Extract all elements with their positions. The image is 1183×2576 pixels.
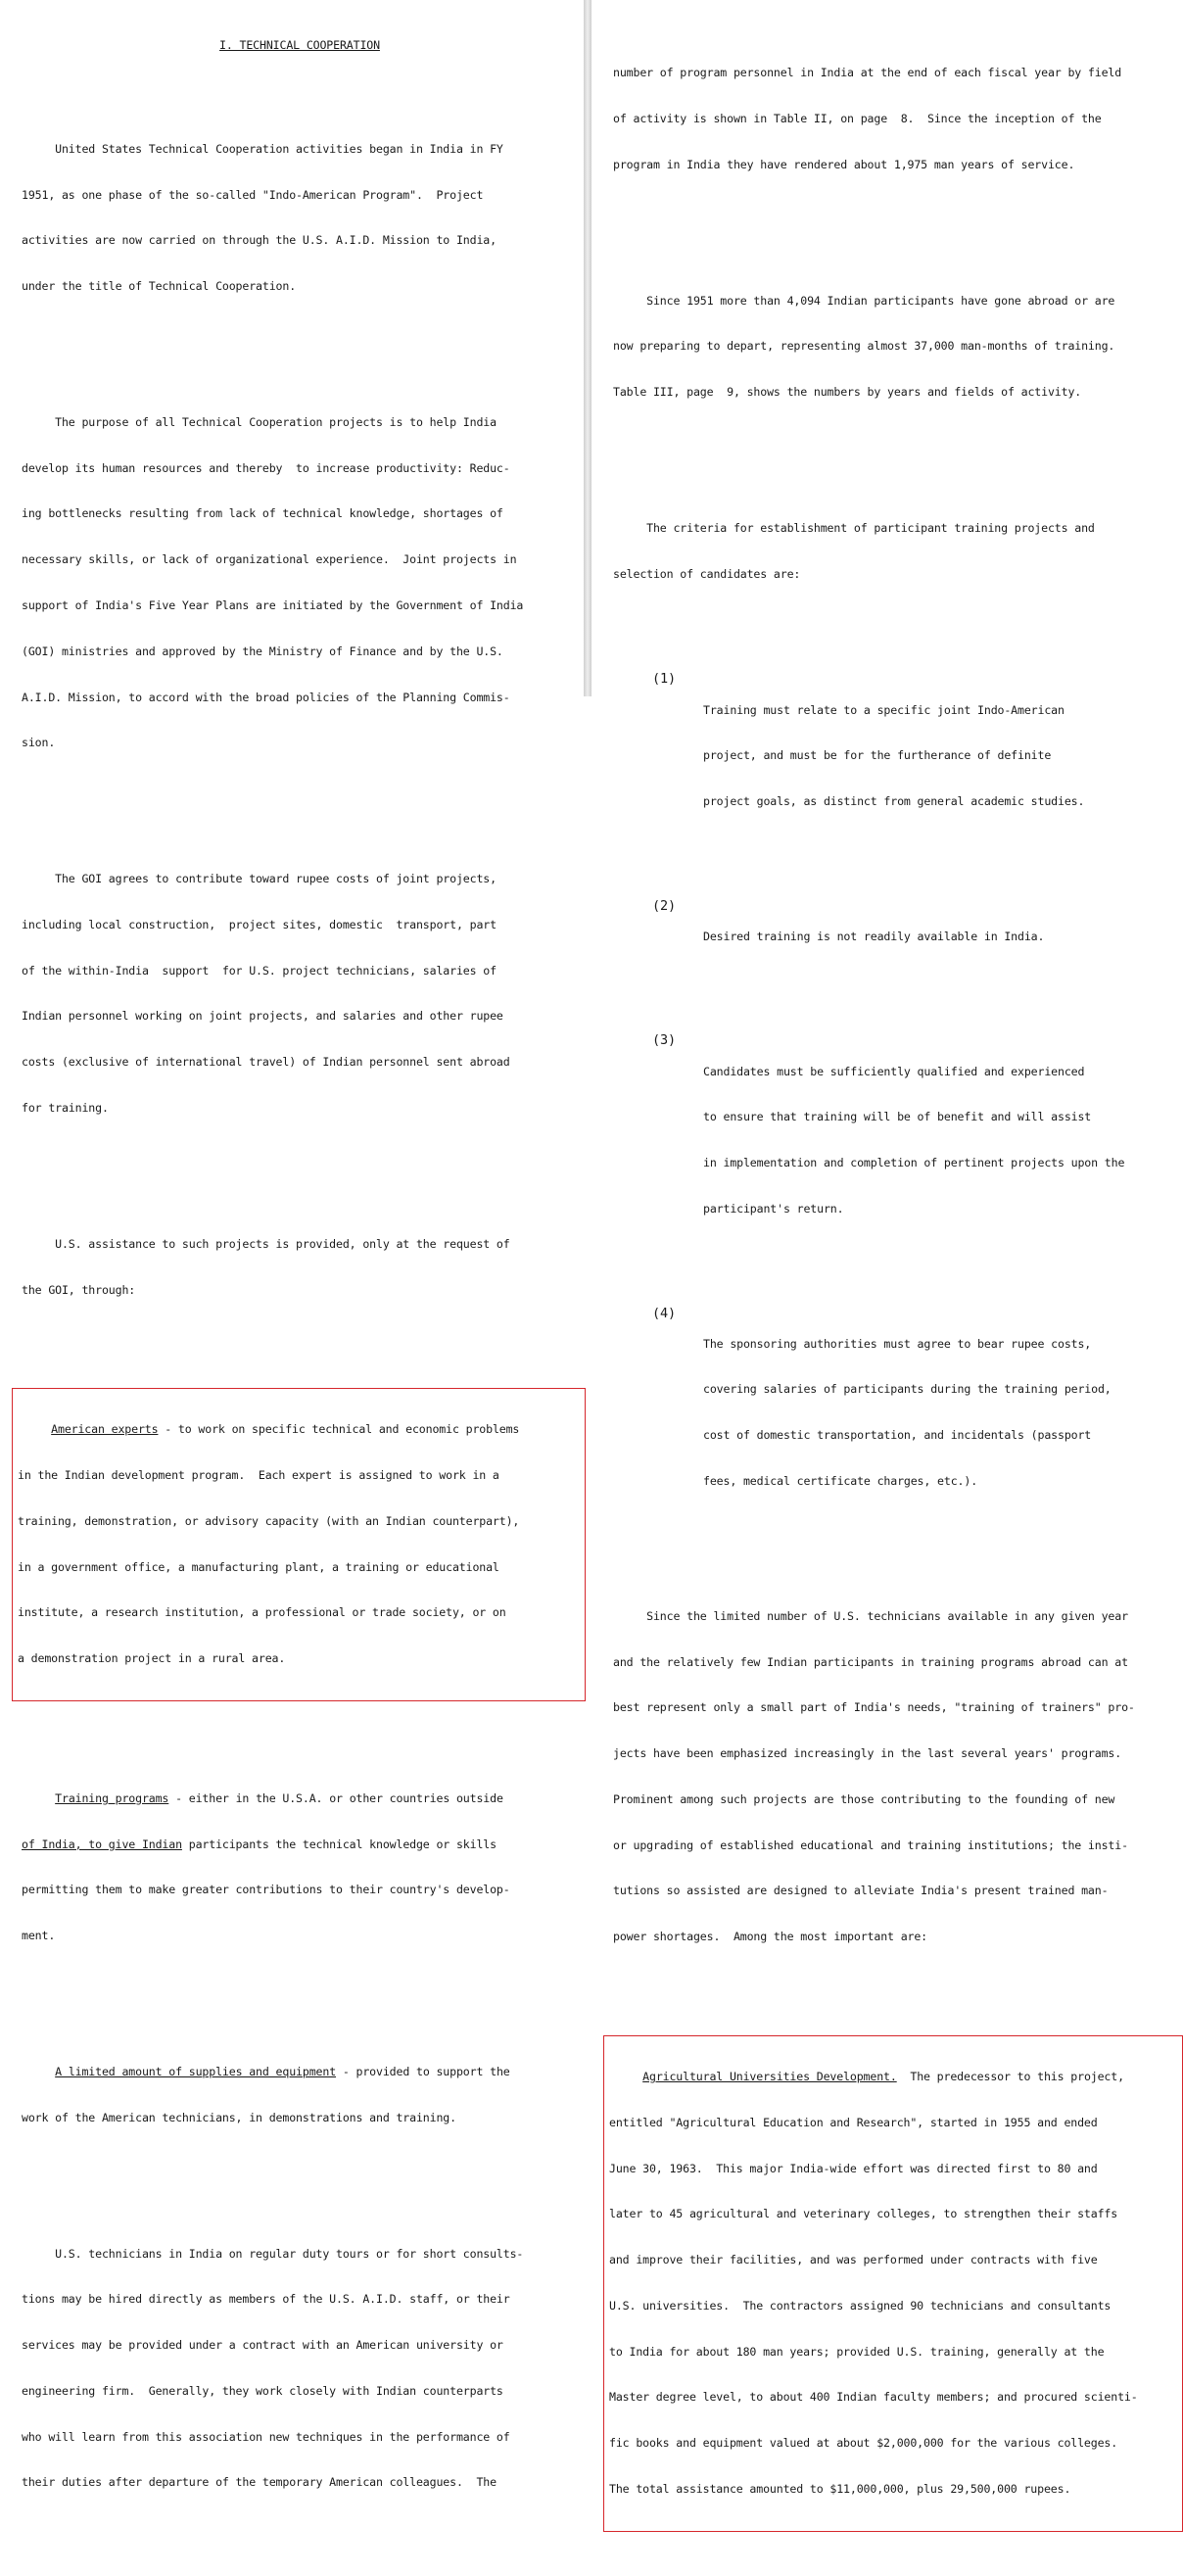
text-line: for training. [22, 1100, 109, 1115]
text-line: services may be provided under a contract with an American university or [22, 2338, 503, 2353]
text-line: The criteria for establishment of participant training projects and [613, 521, 1095, 535]
text-line: A limited amount of supplies and equipment - provided to support the [55, 2065, 510, 2078]
text-line: fic books and equipment valued at about $2,000,000 for the various colleges. [609, 2436, 1118, 2451]
text-line: United States Technical Cooperation activities began in India in FY [22, 141, 503, 156]
text-line: Prominent among such projects are those contributing to the founding of new [613, 1791, 1115, 1806]
text-line: power shortages. Among the most important are: [613, 1930, 928, 1944]
text-line: fees, medical certificate charges, etc.). [703, 1474, 978, 1489]
section-heading: I. TECHNICAL COOPERATION [219, 38, 380, 53]
text-line: June 30, 1963. This major India-wide effort was directed first to 80 and [609, 2161, 1098, 2175]
participants-paragraph [613, 263, 1175, 432]
text-line: U.S. technicians in India on regular duty tours or for short consults- [22, 2246, 524, 2261]
text-line: Candidates must be sufficiently qualified and experienced [703, 1064, 1085, 1078]
criteria-intro-paragraph [613, 491, 1175, 613]
criteria-number: (4) [652, 1305, 676, 1321]
criteria-item [613, 1033, 1175, 1247]
text-line: participant's return. [703, 1201, 844, 1216]
text-line: U.S. assistance to such projects is provided, only at the request of [22, 1236, 510, 1251]
text-line: in implementation and completion of pertinent projects upon the [703, 1156, 1125, 1170]
criteria-text [703, 672, 1084, 840]
technicians-paragraph [22, 2216, 578, 2521]
right-text-column [609, 5, 1175, 2576]
text-line: Desired training is not readily available in India. [703, 929, 1045, 943]
intro-paragraph [22, 112, 578, 325]
text-line: to ensure that training will be of benefit and will assist [703, 1110, 1092, 1124]
text-line: in a government office, a manufacturing plant, a training or educational [18, 1559, 499, 1574]
page-gutter [584, 0, 592, 696]
text-line: Master degree level, to about 400 Indian faculty members; and procured scienti- [609, 2390, 1138, 2405]
text-line: Indian personnel working on joint projects, and salaries and other rupee [22, 1009, 503, 1024]
text-line: U.S. universities. The contractors assigned 90 technicians and consultants [609, 2298, 1112, 2313]
text-line: institute, a research institution, a professional or trade society, or on [18, 1605, 506, 1620]
text-line: number of program personnel in India at the end of each fiscal year by field [613, 66, 1122, 80]
text-line: and improve their facilities, and was performed under contracts with five [609, 2253, 1098, 2267]
text-line: work of the American technicians, in demonstrations and training. [22, 2110, 456, 2124]
text-line: and the relatively few Indian participants in training programs abroad can at [613, 1654, 1128, 1669]
criteria-number: (1) [652, 671, 676, 688]
text-line: support of India's Five Year Plans are initiated by the Government of India [22, 597, 524, 612]
text-line: Training must relate to a specific joint Indo-American [703, 702, 1065, 717]
text-line: including local construction, project sites, domestic transport, part [22, 917, 497, 931]
text-line: Agricultural Universities Development. The predecessor to this project, [642, 2070, 1124, 2083]
text-line: The total assistance amounted to $11,000,000, plus 29,500,000 rupees. [609, 2482, 1071, 2497]
goi-paragraph [22, 841, 578, 1147]
supplies-term: A limited amount of supplies and equipment [55, 2065, 337, 2078]
text-line: The purpose of all Technical Cooperation projects is to help India [22, 414, 497, 429]
criteria-number: (3) [652, 1032, 676, 1049]
text-line: their duties after departure of the temporary American colleagues. The [22, 2475, 497, 2490]
text-line: later to 45 agricultural and veterinary colleges, to strengthen their staffs [609, 2207, 1118, 2221]
left-text-column [18, 8, 578, 2565]
text-line: 1951, as one phase of the so-called "Indo-American Program". Project [22, 187, 484, 202]
american-experts-term: American experts [51, 1422, 159, 1437]
text-line: under the title of Technical Cooperation. [22, 279, 297, 294]
text-line: cost of domestic transportation, and incidentals (passport [703, 1428, 1092, 1443]
text-line: of India, to give Indian participants the technical knowledge or skills [22, 1837, 497, 1851]
text-line: a demonstration project in a rural area. [18, 1651, 286, 1666]
right-page [592, 0, 1175, 2497]
text-line: Training programs - either in the U.S.A. or other countries outside [55, 1790, 503, 1805]
training-programs-term: Training programs [55, 1790, 169, 1805]
text-line: American experts - to work on specific technical and economic problems [51, 1422, 520, 1437]
text-line: to India for about 180 man years; provided U.S. training, generally at the [609, 2344, 1105, 2359]
text-line: jects have been emphasized increasingly in the last several years' programs. [613, 1746, 1122, 1761]
text-line: Table III, page 9, shows the numbers by years and fields of activity. [613, 385, 1082, 400]
agricultural-universities-term: Agricultural Universities Development. [642, 2070, 897, 2083]
text-line: now preparing to depart, representing almost 37,000 man-months of training. [613, 339, 1115, 354]
text-line: the GOI, through: [22, 1282, 136, 1297]
text-line: Since 1951 more than 4,094 Indian participants have gone abroad or are [613, 293, 1115, 308]
criteria-text [703, 899, 1044, 976]
text-line: The GOI agrees to contribute toward rupee costs of joint projects, [22, 872, 497, 886]
criteria-number: (2) [652, 897, 676, 914]
text-line: who will learn from this association new techniques in the performance of [22, 2429, 510, 2444]
text-line: project goals, as distinct from general academic studies. [703, 794, 1085, 809]
left-page [0, 0, 584, 2490]
text-line: sion. [22, 736, 56, 750]
text-line: Since the limited number of U.S. technicians available in any given year [613, 1608, 1128, 1623]
criteria-text [703, 1033, 1124, 1247]
agricultural-universities-highlight-box [603, 2035, 1183, 2532]
text-line: A.I.D. Mission, to accord with the broad policies of the Planning Commis- [22, 690, 510, 704]
text-line: training, demonstration, or advisory capacity (with an Indian counterpart), [18, 1513, 520, 1528]
criteria-text [703, 1307, 1112, 1520]
text-line: project, and must be for the furtherance of definite [703, 748, 1052, 763]
text-line: covering salaries of participants during the training period, [703, 1382, 1112, 1397]
criteria-item [613, 672, 1175, 840]
criteria-item [613, 1307, 1175, 1520]
american-experts-highlight-box [12, 1388, 586, 1701]
training-programs-paragraph [22, 1761, 578, 1975]
text-line: in the Indian development program. Each expert is assigned to work in a [18, 1468, 499, 1483]
text-line: The sponsoring authorities must agree to bear rupee costs, [703, 1336, 1092, 1351]
text-line: engineering firm. Generally, they work closely with Indian counterparts [22, 2383, 503, 2398]
text-line: of the within-India support for U.S. project technicians, salaries of [22, 963, 497, 978]
trainers-paragraph [613, 1579, 1175, 1976]
text-line: ment. [22, 1929, 56, 1943]
text-line: best represent only a small part of India's needs, "training of trainers" pro- [613, 1700, 1135, 1715]
text-line: entitled "Agricultural Education and Research", started in 1955 and ended [609, 2115, 1098, 2129]
text-line: develop its human resources and thereby to increase productivity: Reduc- [22, 460, 510, 475]
assistance-paragraph [22, 1207, 578, 1329]
text-line: necessary skills, or lack of organizational experience. Joint projects in [22, 552, 517, 567]
purpose-paragraph [22, 385, 578, 782]
text-line: costs (exclusive of international travel) of Indian personnel sent abroad [22, 1055, 510, 1070]
text-line: activities are now carried on through the U.S. A.I.D. Mission to India, [22, 233, 497, 248]
text-line: permitting them to make greater contributions to their country's develop- [22, 1883, 510, 1897]
text-line: of activity is shown in Table II, on page 8. Since the inception of the [613, 112, 1102, 126]
supplies-paragraph [22, 2034, 578, 2157]
criteria-item [613, 899, 1175, 976]
text-line: selection of candidates are: [613, 566, 801, 581]
text-line: tutions so assisted are designed to alleviate India's present trained man- [613, 1884, 1109, 1898]
text-line: or upgrading of established educational and training institutions; the insti- [613, 1837, 1128, 1852]
text-line: tions may be hired directly as members of the U.S. A.I.D. staff, or their [22, 2292, 510, 2307]
personnel-paragraph [613, 35, 1175, 204]
text-line: ing bottlenecks resulting from lack of technical knowledge, shortages of [22, 506, 503, 521]
text-line: (GOI) ministries and approved by the Ministry of Finance and by the U.S. [22, 644, 503, 658]
text-line: program in India they have rendered about 1,975 man years of service. [613, 157, 1075, 171]
